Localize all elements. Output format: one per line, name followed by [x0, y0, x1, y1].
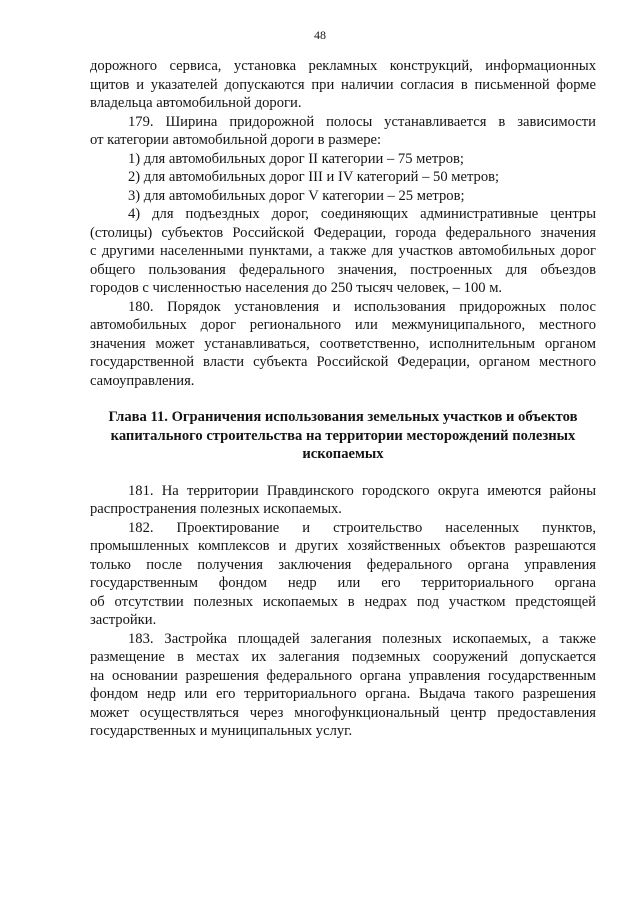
page-number: 48 [314, 28, 326, 42]
chapter-heading [90, 408, 596, 464]
text-line: 179. Ширина придорожной полосы устанавливается в зависимости [128, 113, 596, 130]
text-line: промышленных комплексов и других хозяйственных объектов разрешаются [90, 538, 596, 554]
text-line: распространения полезных ископаемых. [90, 501, 342, 517]
text-line: 3) для автомобильных дорог V категории – 25 метров; [128, 187, 465, 204]
list-item-4 [90, 205, 596, 298]
text-line: 181. На территории Правдинского городского округа имеются районы [128, 482, 596, 499]
heading-line: ископаемых [302, 446, 384, 462]
text-line: 183. Застройка площадей залегания полезных ископаемых, а также [128, 630, 596, 647]
paragraph-continuation [90, 57, 596, 113]
text-line: городов с численностью населения до 250 тысяч человек, – 100 м. [90, 280, 503, 296]
paragraph-181 [90, 482, 596, 519]
text-line: владельца автомобильной дороги. [90, 95, 302, 111]
text-line: 182. Проектирование и строительство населенных пунктов, [128, 519, 596, 536]
text-line: щитов и указателей допускаются при наличии согласия в письменной форме [90, 76, 596, 93]
text-line: только после получения заключения федерального органа управления [90, 556, 596, 573]
list-item-3 [90, 187, 596, 206]
text-line: с другими населенными пунктами, а также для участков автомобильных дорог [90, 243, 596, 259]
text-line: фондом недр или его территориального органа. Выдача такого разрешения [90, 686, 596, 702]
text-line: государственным фондом недр или его территориального органа [90, 575, 596, 591]
paragraph-183 [90, 630, 596, 741]
text-line: может осуществляться через многофункциональный центр предоставления [90, 704, 596, 721]
list-item-2 [90, 168, 596, 187]
text-line: самоуправления. [90, 372, 195, 389]
section-spacer [90, 464, 596, 482]
text-line: от категории автомобильной дороги в размере: [90, 132, 382, 148]
text-line: дорожного сервиса, установка рекламных конструкций, информационных [90, 58, 596, 74]
text-line: значения может устанавливаться, соответственно, исполнительным органом [90, 335, 596, 352]
text-line: на основании разрешения федерального органа управления государственным [90, 667, 596, 684]
text-line: автомобильных дорог регионального или межмуниципального, местного [90, 317, 596, 333]
text-line: 180. Порядок установления и использования придорожных полос [128, 298, 596, 315]
paragraph-179 [90, 113, 596, 150]
text-line: 1) для автомобильных дорог II категории – 75 метров; [128, 150, 464, 167]
heading-line: капитального строительства на территории месторождений полезных [110, 427, 576, 444]
text-line: общего пользования федерального значения, построенных для объездов [90, 261, 596, 278]
list-item-1 [90, 150, 596, 169]
text-line: государственной власти субъекта Российской Федерации, органом местного [90, 354, 596, 370]
paragraph-182 [90, 519, 596, 630]
text-line: размещение в местах их залегания подземных сооружений допускается [90, 649, 596, 665]
text-line: застройки. [90, 612, 157, 628]
text-line: 4) для подъездных дорог, соединяющих административные центры [128, 206, 596, 222]
paragraph-180 [90, 298, 596, 391]
text-line: 2) для автомобильных дорог III и IV категорий – 50 метров; [128, 169, 500, 185]
text-line: (столицы) субъектов Российской Федерации, города федерального значения [90, 224, 596, 241]
text-line: государственных и муниципальных услуг. [90, 723, 353, 739]
section-spacer [90, 390, 596, 408]
document-body [90, 57, 596, 741]
text-line: об отсутствии полезных ископаемых в недрах под участком предстоящей [90, 593, 596, 610]
heading-line: Глава 11. Ограничения использования земельных участков и объектов [108, 409, 578, 425]
